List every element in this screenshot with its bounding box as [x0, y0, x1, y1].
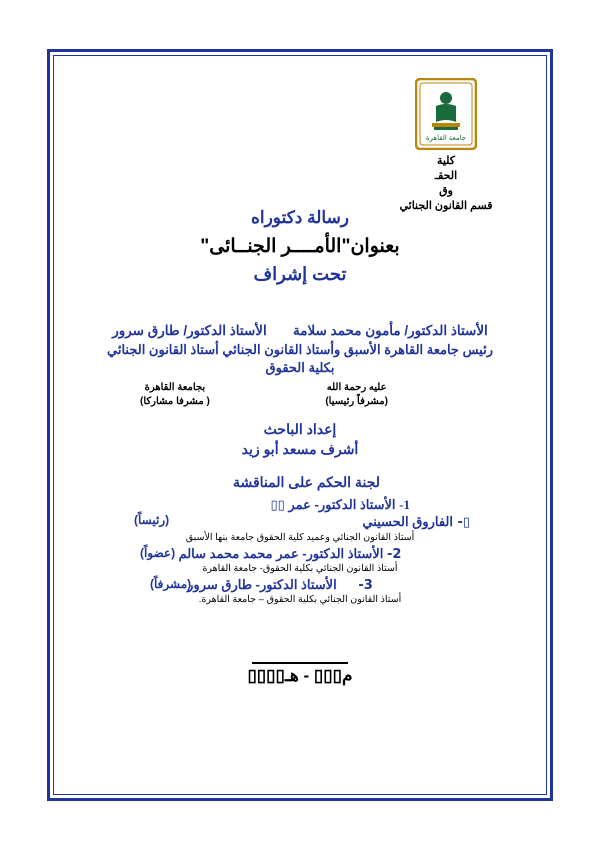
supervision-label: تحت إشراف — [253, 264, 347, 284]
committee-member-1-name: الأستاذ الدكتور- عمر — [288, 497, 396, 512]
supervisor-primary-detail-line-1: عليه رحمة الله — [326, 382, 387, 393]
thesis-title-label: بعنوان" — [341, 236, 400, 257]
committee-member — [70, 546, 530, 574]
committee-member-3-line — [70, 577, 530, 593]
supervisors-details — [62, 381, 538, 421]
committee-member-2-name: الأستاذ الدكتور- عمر محمد محمد سالم — [178, 546, 384, 561]
committee-member-3-role: (مشرفاً) — [150, 577, 192, 591]
supervisor-primary-detail — [325, 381, 388, 409]
committee-member-3-name: الأستاذ الدكتور- طارق سرور — [187, 577, 337, 592]
supervisor-primary-name: الأستاذ الدكتور/ مأمون محمد سلامة — [293, 323, 488, 338]
committee-member-2-line — [70, 546, 530, 562]
thesis-type: رسالة دكتوراه — [250, 208, 350, 227]
publication-year: م▯▯▯ - هـ▯▯▯▯ — [247, 666, 353, 685]
title-block — [62, 208, 538, 289]
committee-member-2-description: أستاذ القانون الجنائي بكلية الحقوق- جامعة القاهرة — [202, 563, 398, 574]
supervisor-secondary-name: الأستاذ الدكتور/ طارق سرور — [112, 323, 267, 338]
committee-member-1-bullet: ▯- — [457, 515, 470, 530]
page-content — [62, 66, 538, 784]
committee-block — [70, 474, 530, 608]
supervisors-block — [62, 321, 538, 378]
researcher-name: أشرف مسعد أبو زيد — [241, 441, 359, 457]
committee-member-1-description: أستاذ القانون الجنائي وعميد كلية الحقوق جامعة بنها الأسبق — [185, 532, 415, 543]
supervisor-secondary-detail-line-2: ( مشرفا مشاركا) — [140, 396, 210, 407]
supervisor-secondary-detail — [140, 381, 210, 409]
supervisors-titles-row: رئيس جامعة القاهرة الأسبق وأستاذ القانون الجنائي أستاذ القانون الجنائي — [107, 341, 493, 357]
committee-member-1-name-continued: الفاروق الحسيني — [362, 514, 453, 529]
committee-member-2-role: (عضواً) — [140, 546, 176, 560]
thesis-title-text: الأمــــر الجنــائى — [209, 236, 342, 257]
faculty-caption-line-2: الحقـ — [434, 169, 458, 182]
committee-member-1-name-boxes: ▯▯ — [270, 498, 285, 513]
faculty-caption-line-4: قسم القانون الجنائي — [399, 199, 493, 212]
committee-member — [70, 577, 530, 605]
committee-member-1-number: 1- — [399, 497, 410, 512]
supervisor-secondary-detail-line-1: بجامعة القاهرة — [144, 382, 206, 393]
committee-member-3-description: أستاذ القانون الجنائي بكلية الحقوق – جامعة القاهرة. — [198, 594, 402, 605]
faculty-caption — [356, 154, 536, 213]
thesis-title-quote: " — [200, 236, 210, 257]
committee-member-1-role: (رئيساً) — [134, 513, 170, 527]
prepared-by-label: إعداد الباحث — [263, 421, 337, 437]
supervisor-primary-detail-line-2: (مشرفاً رئيسيا) — [325, 396, 388, 407]
supervisors-names-row — [62, 321, 538, 341]
committee-member-1-line — [70, 497, 530, 513]
committee-title: لجنة الحكم على المناقشة — [232, 474, 380, 490]
researcher-block — [62, 421, 538, 458]
faculty-caption-line-1: كلية — [436, 155, 456, 167]
committee-member-2-number: 2- — [386, 547, 402, 562]
svg-text:جامعة القاهرة: جامعة القاهرة — [425, 135, 467, 142]
university-header — [356, 78, 536, 213]
cairo-university-emblem-icon — [415, 78, 477, 150]
faculty-caption-line-3: وق — [439, 184, 453, 197]
committee-member-3-number: 3- — [358, 578, 373, 593]
committee-member — [70, 497, 530, 543]
thesis-title-line — [62, 235, 538, 258]
supervisors-faculty-row: بكلية الحقوق — [265, 360, 335, 376]
committee-member-1-name-continued-row — [70, 513, 530, 531]
